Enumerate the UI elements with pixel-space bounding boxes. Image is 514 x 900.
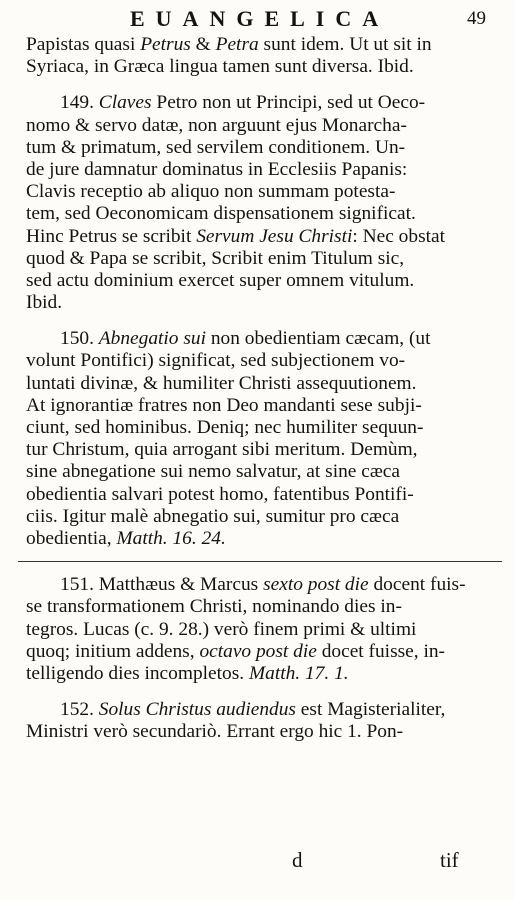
text-run: non obedientiam cæcam, (ut [205, 328, 431, 350]
text-line [26, 137, 494, 159]
text-line [26, 56, 494, 78]
text-line [26, 328, 494, 350]
text-run: de jure damnatur dominatus in Ecclesiis Papanis: [26, 158, 408, 180]
paragraph [26, 574, 494, 685]
text-run: 150. [60, 328, 99, 350]
text-run: volunt Pontifici) significat, sed subjectionem vo- [26, 350, 406, 372]
italic-run: Claves [98, 92, 152, 114]
text-run: Ibid. [26, 292, 63, 314]
text-run: se transformationem Christi, nominando dies in- [26, 596, 402, 618]
text-run: At ignorantiæ fratres non Deo mandanti sese subji- [26, 394, 422, 416]
text-line [26, 292, 494, 314]
signature-mark: d [292, 848, 303, 872]
text-run: quod & Papa se scribit, Scribit enim Titulum sic, [26, 247, 405, 269]
page-header [0, 6, 514, 32]
paragraph [26, 699, 494, 743]
text-run: Papistas quasi [26, 34, 141, 55]
text-run: quoq; initium addens, [26, 640, 200, 662]
italic-run: Solus Christus audiendus [98, 699, 296, 721]
italic-run: Matth. 16. 24. [116, 527, 226, 549]
catchword: tif [440, 848, 459, 872]
text-run: & [190, 34, 216, 55]
text-run: 152. [60, 699, 99, 721]
text-line [26, 506, 494, 528]
text-line [26, 203, 494, 225]
text-line [26, 484, 494, 506]
paragraph [26, 328, 494, 550]
text-line [26, 461, 494, 483]
text-run: nomo & servo datæ, non arguunt ejus Monarcha- [26, 114, 407, 136]
italic-run: octavo post die [199, 640, 317, 662]
text-line [26, 619, 494, 641]
italic-run: Petrus [140, 34, 191, 55]
text-line [26, 721, 494, 743]
text-line [26, 270, 494, 292]
page-number: 49 [467, 8, 486, 29]
text-line [26, 34, 494, 56]
section-rule [18, 561, 502, 562]
text-run: : Nec obstat [352, 225, 445, 247]
text-run: sed actu dominium exercet super omnem vitulum. [26, 269, 415, 291]
text-run: docet fuisse, in- [316, 640, 446, 662]
text-line [26, 699, 494, 721]
text-line [26, 417, 494, 439]
text-run: tur Christum, quia arrogant sibi meritum. Demùm, [26, 439, 418, 461]
paragraph [26, 34, 494, 78]
text-line [26, 439, 494, 461]
text-run: Ministri verò secundariò. Errant ergo hic 1. Pon- [26, 721, 404, 743]
text-line [26, 350, 494, 372]
text-run: telligendo dies incompletos. [26, 662, 249, 684]
text-line [26, 663, 494, 685]
italic-run: sexto post die [263, 574, 369, 596]
text-line [26, 159, 494, 181]
text-line [26, 248, 494, 270]
text-run: obedientia, [26, 527, 117, 549]
text-run: ciunt, sed hominibus. Deniq; nec humiliter sequun- [26, 417, 424, 438]
text-line [26, 115, 494, 137]
italic-run: Abnegatio sui [98, 328, 206, 350]
text-run: ciis. Igitur malè abnegatio sui, sumitur pro cæca [26, 505, 400, 527]
text-run: sine abnegatione sui nemo salvatur, at sine cæca [26, 461, 400, 483]
text-run: 151. Matthæus & Marcus [60, 574, 264, 596]
text-run: Clavis receptio ab aliquo non summam potesta- [26, 181, 396, 203]
text-run: sunt idem. Ut ut sit in [258, 34, 432, 55]
text-run: est Magisterialiter, [295, 699, 446, 721]
text-run: docent fuis- [368, 574, 466, 596]
text-run: tem, sed Oeconomicam dispensationem significat. [26, 203, 416, 225]
text-run: tegros. Lucas (c. 9. 28.) verò finem primi & ultimi [26, 618, 417, 640]
text-run: Petro non ut Principi, sed ut Oeco- [151, 92, 426, 114]
text-line [26, 92, 494, 114]
text-line [26, 574, 494, 596]
text-line [26, 395, 494, 417]
text-run: luntati divinæ, & humiliter Christi assequutionem. [26, 372, 417, 394]
text-line [26, 528, 494, 550]
running-title: EUANGELICA [130, 6, 390, 31]
body-text [26, 34, 494, 743]
text-run: obedientia salvari potest homo, fatentibus Pontifi- [26, 483, 414, 505]
italic-run: Petra [215, 34, 259, 55]
italic-run: Matth. 17. 1. [248, 662, 349, 684]
text-line [26, 181, 494, 203]
text-line [26, 373, 494, 395]
text-line [26, 226, 494, 248]
text-run: 149. [60, 92, 99, 114]
text-run: Hinc Petrus se scribit [26, 225, 197, 247]
italic-run: Servum Jesu Christi [196, 225, 353, 247]
text-run: tum & primatum, sed servilem conditionem. Un- [26, 136, 406, 158]
text-run: Syriaca, in Græca lingua tamen sunt diversa. Ibid. [26, 56, 414, 78]
text-line [26, 596, 494, 618]
text-line [26, 641, 494, 663]
paragraph [26, 92, 494, 314]
